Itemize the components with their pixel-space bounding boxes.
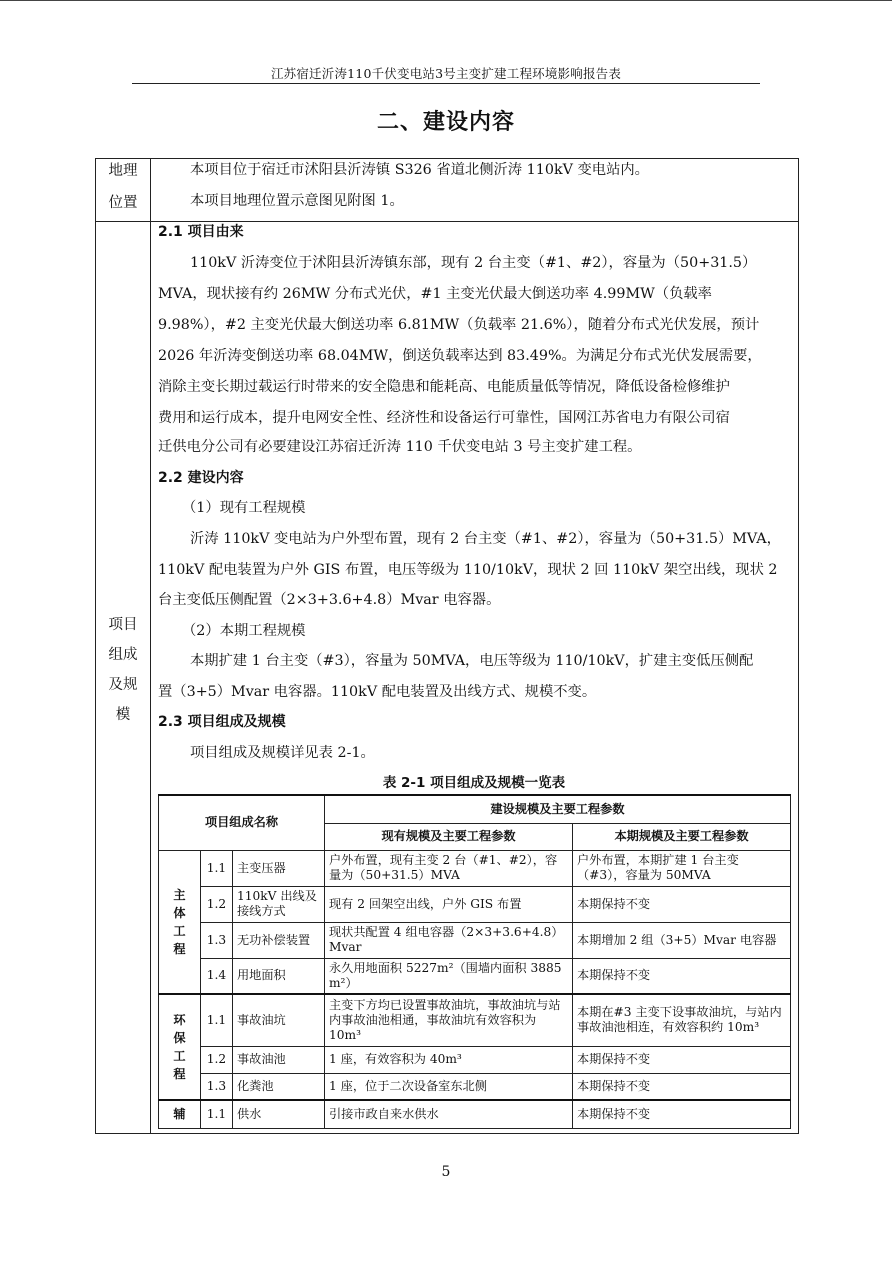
para-2-3: 项目组成及规模详见表 2-1。 [190,745,375,761]
row-existing: 永久用地面积 5227m²（围墙内面积 3885 m²） [325,958,573,994]
row-current: 本期保持不变 [573,1100,791,1128]
row-number: 1.1 [201,1100,233,1128]
heading-2-3: 2.3 项目组成及规模 [158,714,286,730]
heading-2-1: 2.1 项目由来 [158,224,244,240]
table-row [159,1046,791,1073]
para-2-1-line-4: 2026 年沂涛变倒送功率 68.04MW，倒送负载率达到 83.49%。为满足分布式光伏发展需要， [158,348,762,364]
para-2-1-line-1: 110kV 沂涛变位于沭阳县沂涛镇东部，现有 2 台主变（#1、#2），容量为（50+31.5） [190,255,757,271]
row-item: 110kV 出线及接线方式 [233,886,325,922]
row-current: 本期保持不变 [573,958,791,994]
subheading-current: （2）本期工程规模 [182,623,306,639]
running-header: 江苏宿迁沂涛110千伏变电站3号主变扩建工程环境影响报告表 [270,66,622,81]
row-current: 本期在#3 主变下设事故油坑，与站内事故油池相连，有效容积约 10m³ [573,994,791,1046]
para-2-1-line-3: 9.98%），#2 主变光伏最大倒送功率 6.81MW（负载率 21.6%），随着分布式光伏发展，预计 [158,317,760,333]
row-existing: 现状共配置 4 组电容器（2×3+3.6+4.8）Mvar [325,922,573,958]
row-item: 事故油池 [233,1046,325,1073]
section-title: 二、建设内容 [376,110,515,135]
row-item: 主变压器 [233,850,325,886]
header-existing: 现有规模及主要工程参数 [325,823,573,850]
row-item: 用地面积 [233,958,325,994]
row-number: 1.1 [201,850,233,886]
group-env: 环 保 工 程 [159,994,201,1100]
group-main: 主 体 工 程 [159,850,201,994]
label-column-divider [150,158,151,1134]
para-existing-line-3: 台主变低压侧配置（2×3+3.6+4.8）Mvar 电容器。 [158,592,501,608]
group-aux: 辅 [159,1100,201,1128]
row-number: 1.4 [201,958,233,994]
location-label: 地理 位置 [108,163,138,211]
table-row [159,958,791,994]
row-number: 1.3 [201,922,233,958]
row-current: 户外布置，本期扩建 1 台主变（#3），容量为 50MVA [573,850,791,886]
subheading-existing: （1）现有工程规模 [182,500,306,516]
row-item: 供水 [233,1100,325,1128]
location-line-1: 本项目位于宿迁市沭阳县沂涛镇 S326 省道北侧沂涛 110kV 变电站内。 [190,162,649,178]
para-2-1-line-7: 迁供电分公司有必要建设江苏宿迁沂涛 110 千伏变电站 3 号主变扩建工程。 [158,439,642,455]
para-2-1-line-2: MVA，现状接有约 26MW 分布式光伏，#1 主变光伏最大倒送功率 4.99MW（负载率 [158,286,712,302]
table-row [159,1100,791,1128]
row-item: 无功补偿装置 [233,922,325,958]
row-existing: 主变下方均已设置事故油坑，事故油坑与站内事故油池相通，事故油坑有效容积为 10m³ [325,994,573,1046]
para-2-1-line-6: 费用和运行成本，提升电网安全性、经济性和设备运行可靠性，国网江苏省电力有限公司宿 [158,410,730,426]
row-number: 1.1 [201,994,233,1046]
table-row [159,850,791,886]
project-composition-table [158,794,791,1129]
table-row [159,994,791,1046]
table-caption: 表 2-1 项目组成及规模一览表 [382,775,566,791]
para-2-1-line-5: 消除主变长期过载运行时带来的安全隐患和能耗高、电能质量低等情况，降低设备检修维护 [158,379,730,395]
row-existing: 引接市政自来水供水 [325,1100,573,1128]
table-row [159,1073,791,1100]
para-existing-line-1: 沂涛 110kV 变电站为户外型布置，现有 2 台主变（#1、#2），容量为（50+31.5）MVA， [190,531,781,547]
row-item: 化粪池 [233,1073,325,1100]
row-current: 本期保持不变 [573,1073,791,1100]
para-current-line-1: 本期扩建 1 台主变（#3），容量为 50MVA，电压等级为 110/10kV，扩建主变低压侧配 [190,653,754,669]
row-number: 1.2 [201,1046,233,1073]
header-params: 建设规模及主要工程参数 [325,795,791,823]
top-border-line [0,0,892,1]
row-current: 本期增加 2 组（3+5）Mvar 电容器 [573,922,791,958]
row-existing: 现有 2 回架空出线，户外 GIS 布置 [325,886,573,922]
header-current: 本期规模及主要工程参数 [573,823,791,850]
table-row [159,886,791,922]
row-existing: 1 座，有效容积为 40m³ [325,1046,573,1073]
row-current: 本期保持不变 [573,886,791,922]
row-existing: 1 座，位于二次设备室东北侧 [325,1073,573,1100]
page-number: 5 [441,1164,451,1180]
heading-2-2: 2.2 建设内容 [158,470,244,486]
row-item: 事故油坑 [233,994,325,1046]
row-number: 1.2 [201,886,233,922]
row-current: 本期保持不变 [573,1046,791,1073]
location-line-2: 本项目地理位置示意图见附图 1。 [190,193,404,209]
row-number: 1.3 [201,1073,233,1100]
para-current-line-2: 置（3+5）Mvar 电容器。110kV 配电装置及出线方式、规模不变。 [158,684,597,700]
project-label: 项目 组成 及规 模 [108,617,138,723]
row-existing: 户外布置，现有主变 2 台（#1、#2），容量为（50+31.5）MVA [325,850,573,886]
header-item-name: 项目组成名称 [159,795,325,850]
header-rule [132,83,760,84]
para-existing-line-2: 110kV 配电装置为户外 GIS 布置，电压等级为 110/10kV，现状 2 回 110kV 架空出线，现状 2 [158,562,778,578]
table-row [159,922,791,958]
